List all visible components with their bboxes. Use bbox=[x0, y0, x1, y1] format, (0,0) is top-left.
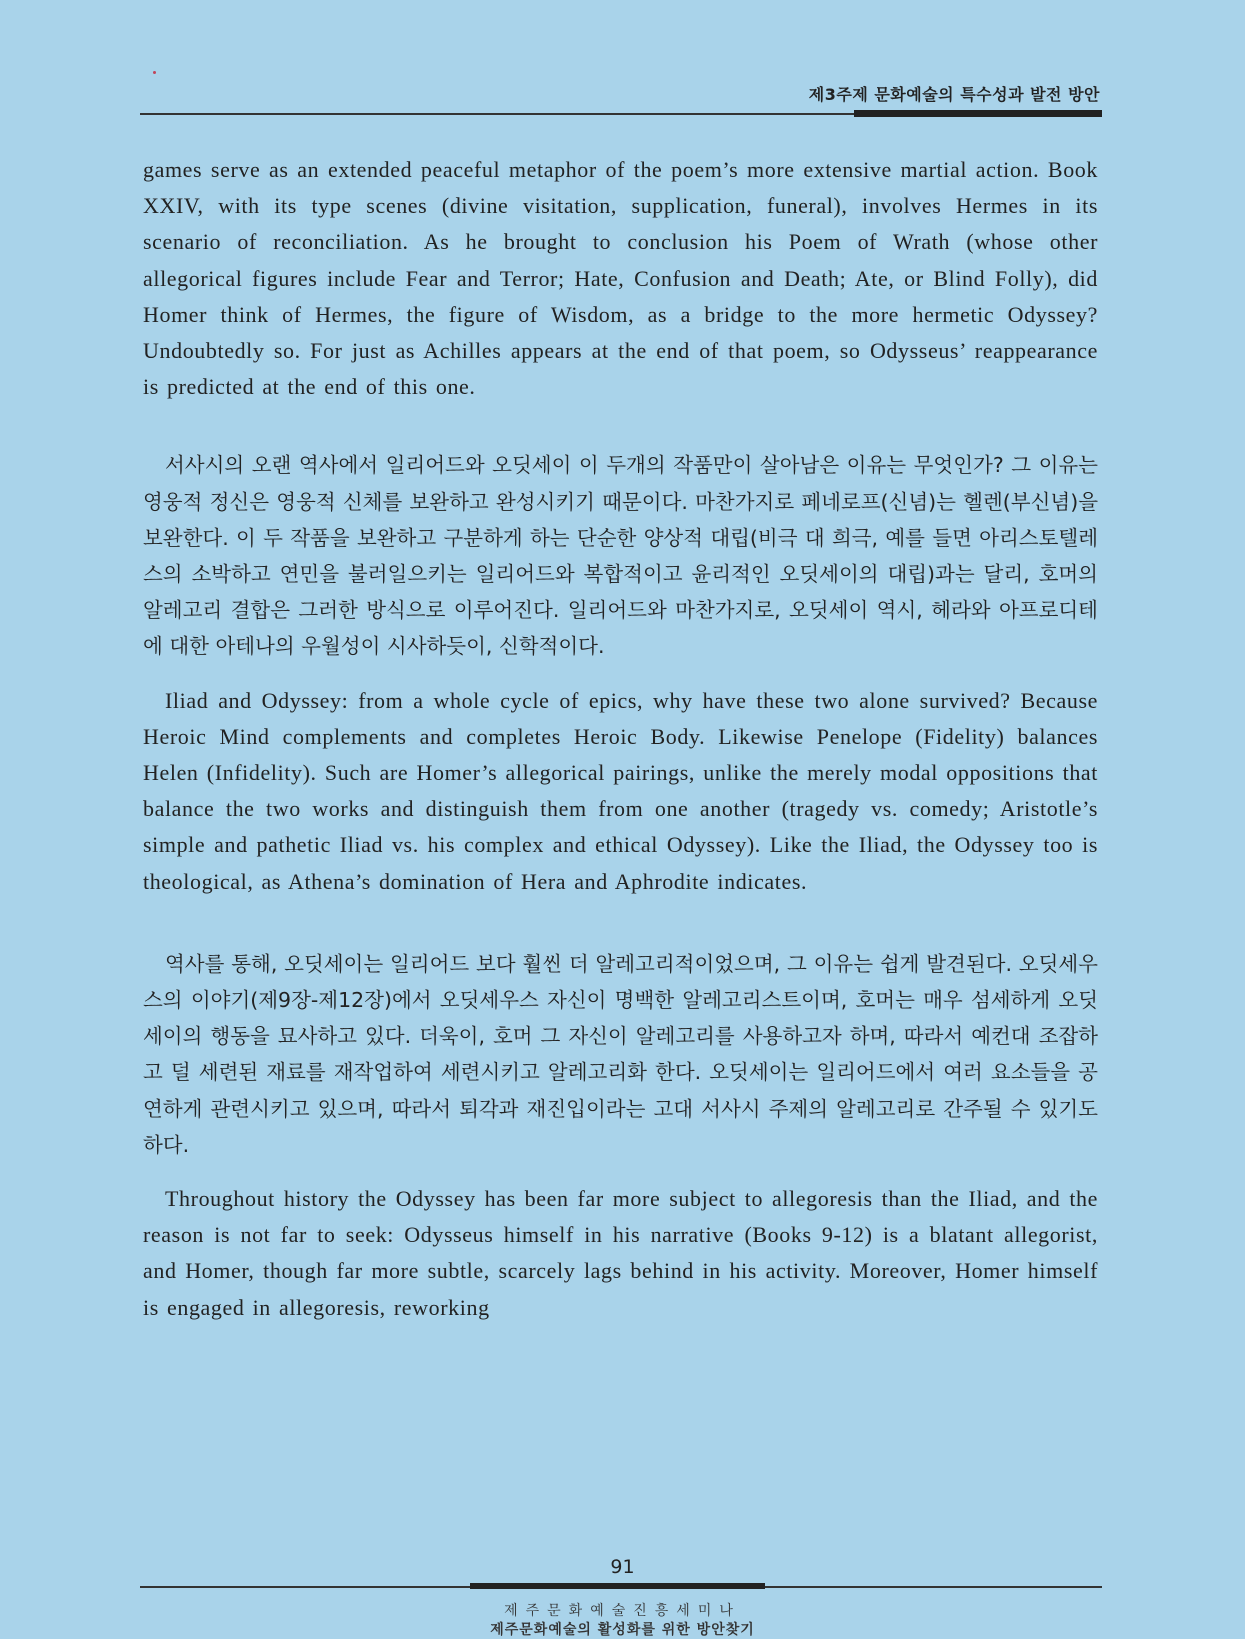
running-header-title: 제3주제 문화예술의 특수성과 발전 방안 bbox=[808, 85, 1100, 104]
ink-speck bbox=[153, 71, 156, 74]
footer-rule-accent bbox=[470, 1583, 765, 1589]
page-number: 91 bbox=[610, 1556, 635, 1578]
footer-subtitle: 제주문화예술의 활성화를 위한 방안찾기 bbox=[490, 1622, 755, 1638]
paragraph-korean-1: 서사시의 오랜 역사에서 일리어드와 오딧세이 이 두개의 작품만이 살아남은 이유는 무엇인가? 그 이유는 영웅적 정신은 영웅적 신체를 보완하고 완성시키기 때문이다. 마찬가지로 페네로프(신념)는 헬렌(부신념)을 보완한다. 이 두 작품을 보완하고 구분하게 하는 단순한 양상적 대립(비극 대 희극, 예를 들면 아리스토텔레스의 소박하고 연민을 불러일으키는 일리어드와 복합적이고 윤리적인 오딧세이의 대립)과는 달리, 호머의 알레고리 결합은 그러한 방식으로 이루어진다. 일리어드와 마찬가지로, 오딧세이 역시, 헤라와 아프로디테에 대한 아테나의 우월성이 시사하듯이, 신학적이다. bbox=[143, 453, 1098, 659]
footer-seminar-title: 제주문화예술진흥세미나 bbox=[504, 1603, 741, 1619]
paragraph-english-1: games serve as an extended peaceful metaphor of the poem’s more extensive martial action. Book XXIV, with its type scenes (divine visitation, supplication, funeral), involves Hermes in its scenario of reconciliation. As he brought to conclusion his Poem of Wrath (whose other allegorical figures include Fear and Terror; Hate, Confusion and Death; Ate, or Blind Folly), did Homer think of Hermes, the figure of Wisdom, as a bridge to the more hermetic Odyssey? Undoubtedly so. For just as Achilles appears at the end of that poem, so Odysseus’ reappearance is predicted at the end of this one. bbox=[143, 157, 1098, 400]
body-text bbox=[143, 152, 1098, 1326]
header-rule-accent bbox=[854, 110, 1102, 117]
paragraph-english-2: Iliad and Odyssey: from a whole cycle of epics, why have these two alone survived? Because Heroic Mind complements and completes Heroic Body. Likewise Penelope (Fidelity) balances Helen (Infidelity). Such are Homer’s allegorical pairings, unlike the merely modal oppositions that balance the two works and distinguish them from one another (tragedy vs. comedy; Aristotle’s simple and pathetic Iliad vs. his complex and ethical Odyssey). Like the Iliad, the Odyssey too is theological, as Athena’s domination of Hera and Aphrodite indicates. bbox=[143, 687, 1098, 894]
paragraph-english-3: Throughout history the Odyssey has been far more subject to allegoresis than the Iliad, and the reason is not far to seek: Odysseus himself in his narrative (Books 9-12) is a blatant allegorist, and Homer, though far more subtle, scarcely lags behind in his activity. Moreover, Homer himself is engaged in allegoresis, reworking bbox=[143, 1186, 1098, 1320]
paragraph-korean-2: 역사를 통해, 오딧세이는 일리어드 보다 훨씬 더 알레고리적이었으며, 그 이유는 쉽게 발견된다. 오딧세우스의 이야기(제9장-제12장)에서 오딧세우스 자신이 명백한 알레고리스트이며, 호머는 매우 섬세하게 오딧세이의 행동을 묘사하고 있다. 더욱이, 호머 그 자신이 알레고리를 사용하고자 하며, 따라서 예컨대 조잡하고 덜 세련된 재료를 재작업하여 세련시키고 알레고리화 한다. 오딧세이는 일리어드에서 여러 요소들을 공연하게 관련시키고 있으며, 따라서 퇴각과 재진입이라는 고대 서사시 주제의 알레고리로 간주될 수 있기도 하다. bbox=[143, 951, 1098, 1157]
